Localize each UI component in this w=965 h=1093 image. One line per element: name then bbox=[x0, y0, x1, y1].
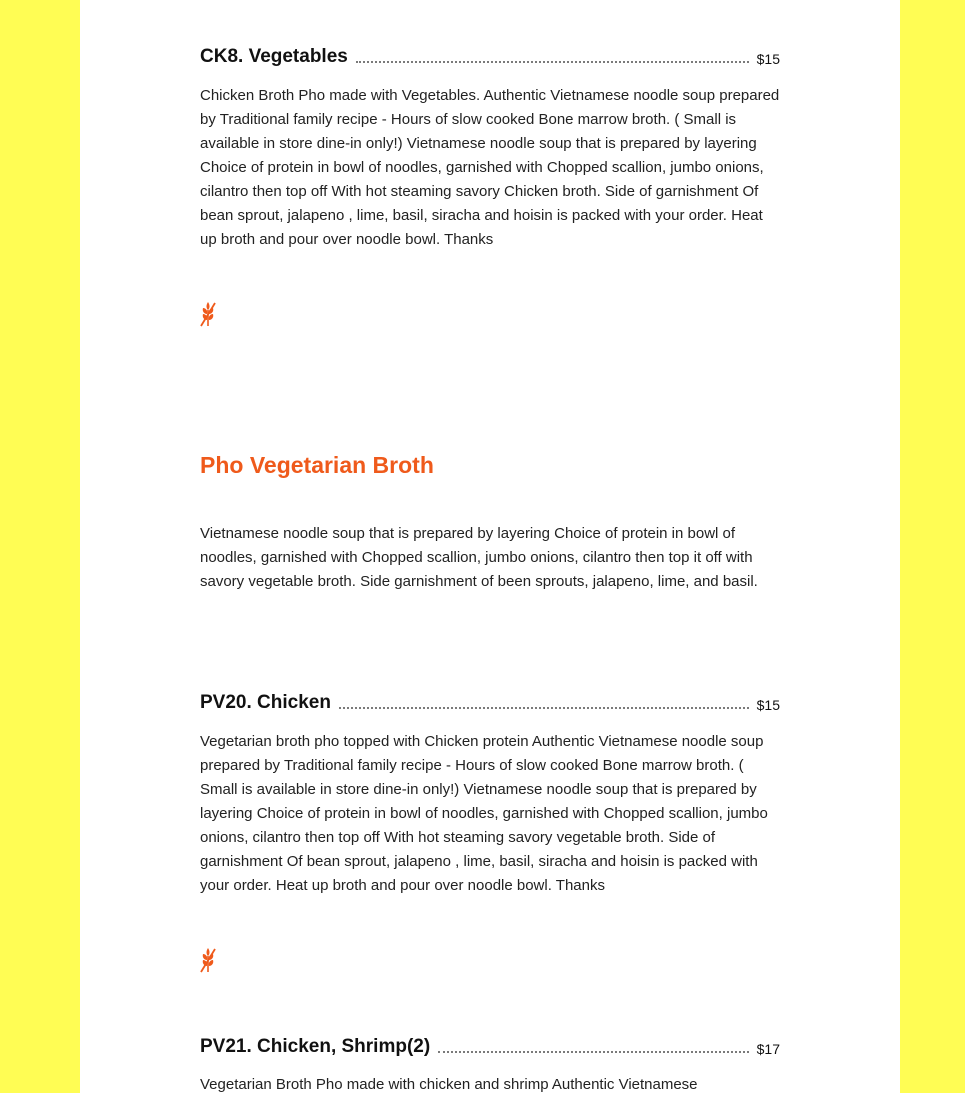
gluten-free-icon bbox=[200, 300, 216, 328]
item-name: PV20. Chicken bbox=[200, 692, 331, 713]
item-name: PV21. Chicken, Shrimp(2) bbox=[200, 1036, 431, 1057]
item-price: $15 bbox=[756, 51, 780, 67]
item-name: CK8. Vegetables bbox=[200, 46, 348, 67]
item-price: $15 bbox=[756, 697, 780, 713]
gluten-free-icon bbox=[200, 946, 216, 974]
item-description: Vegetarian broth pho topped with Chicken protein Authentic Vietnamese noodle soup prepared by Traditional family recipe - Hours of slow cooked Bone marrow broth. ( Small is available in store dine-in only!) Vietnamese noodle soup that is prepared by layering Choice of protein in bowl of noodles, garnished with Chopped scallion, jumbo onions, cilantro then top off With hot steaming savory vegetable broth. Side of garnishment Of bean sprout, jalapeno , lime, basil, siracha and hoisin is packed with your order. Heat up broth and pour over noodle bowl. Thanks bbox=[200, 733, 768, 894]
menu-item-pv21[interactable] bbox=[200, 1035, 780, 1059]
leader-dots bbox=[438, 1051, 748, 1053]
menu-item-pv20[interactable] bbox=[200, 691, 780, 715]
item-description: Vegetarian Broth Pho made with chicken and shrimp Authentic Vietnamese bbox=[200, 1076, 698, 1093]
section-title: Pho Vegetarian Broth bbox=[200, 452, 434, 478]
section-description: Vietnamese noodle soup that is prepared by layering Choice of protein in bowl of noodles, garnished with Chopped scallion, jumbo onions, cilantro then top it off with savory vegetable broth. Side garnishment of been sprouts, jalapeno, lime, and basil. bbox=[200, 525, 758, 590]
leader-dots bbox=[339, 707, 749, 709]
item-price: $17 bbox=[756, 1041, 780, 1057]
menu-item-ck8[interactable] bbox=[200, 45, 780, 69]
menu-page bbox=[80, 0, 900, 1093]
leader-dots bbox=[356, 61, 749, 63]
item-description: Chicken Broth Pho made with Vegetables. Authentic Vietnamese noodle soup prepared by Traditional family recipe - Hours of slow cooked Bone marrow broth. ( Small is available in store dine-in only!) Vietnamese noodle soup that is prepared by layering Choice of protein in bowl of noodles, garnished with Chopped scallion, jumbo onions, cilantro then top off With hot steaming savory Chicken broth. Side of garnishment Of bean sprout, jalapeno , lime, basil, siracha and hoisin is packed with your order. Heat up broth and pour over noodle bowl. Thanks bbox=[200, 87, 780, 248]
